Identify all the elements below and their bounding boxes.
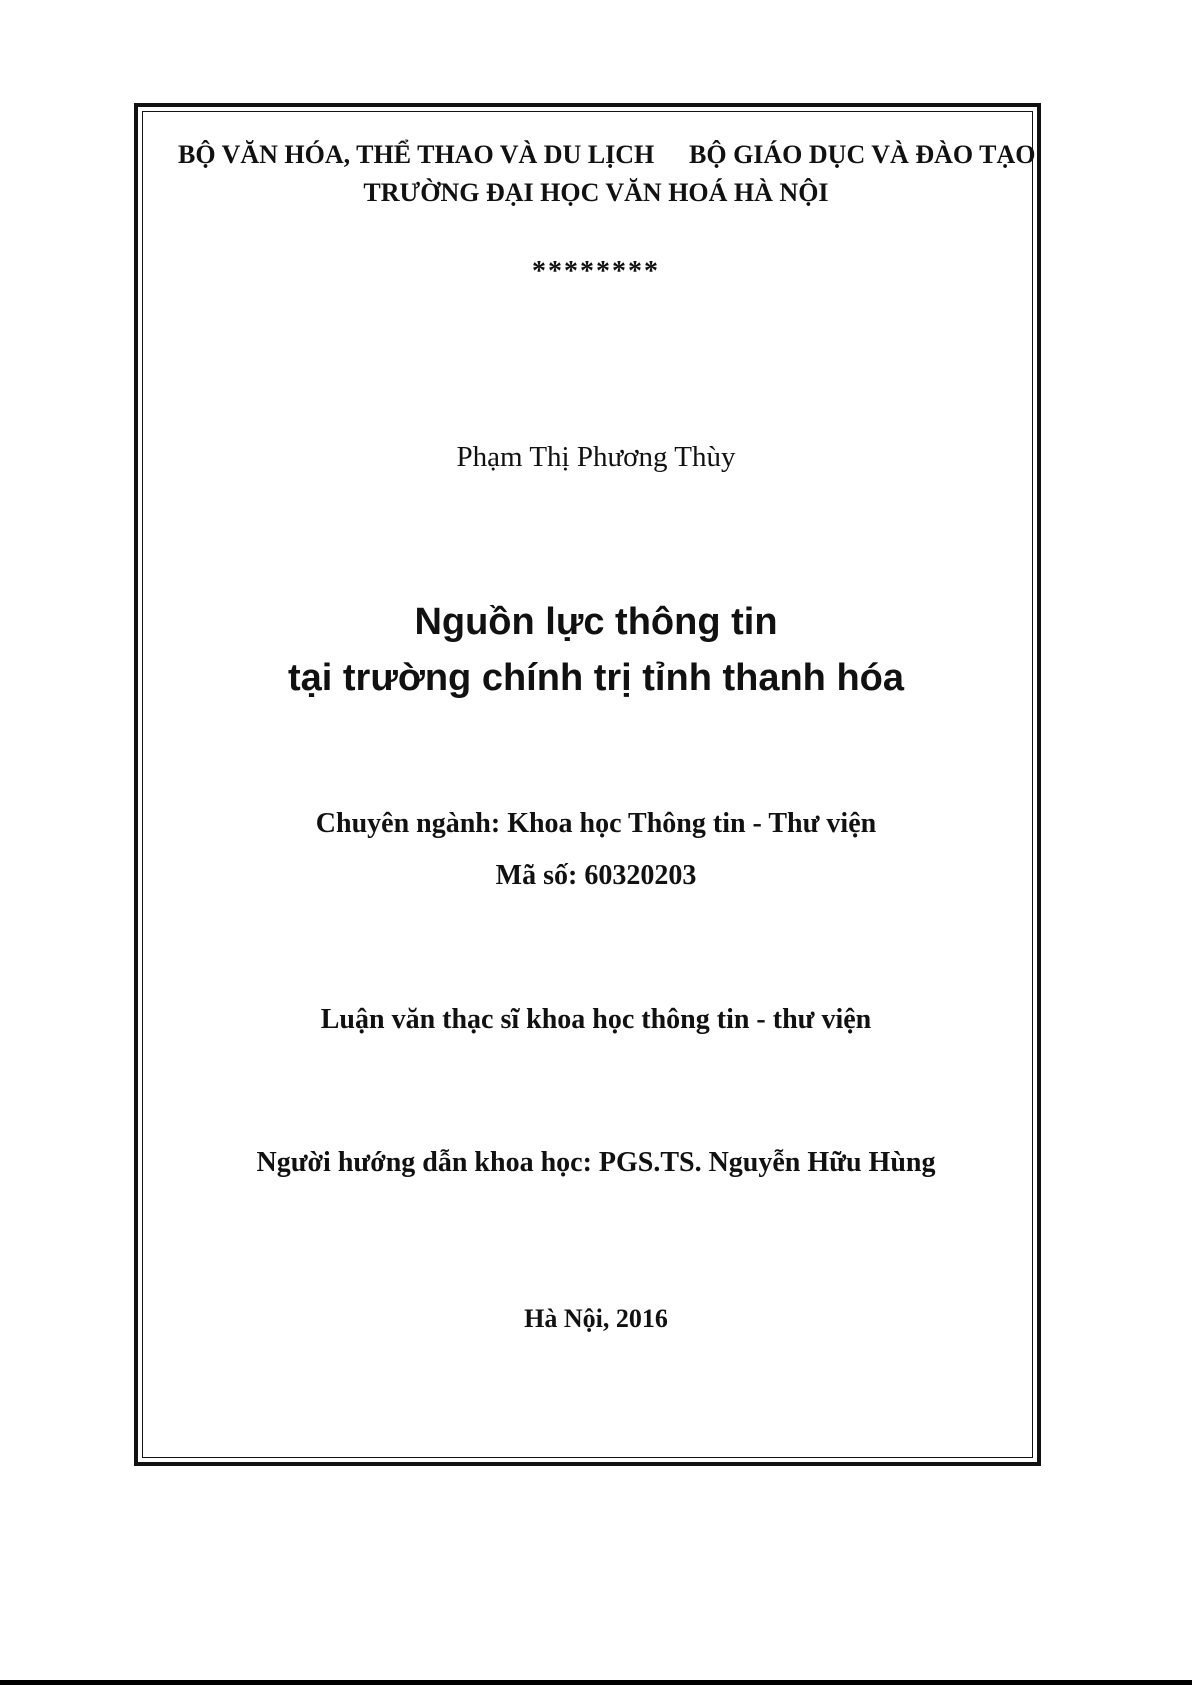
university-name: TRƯỜNG ĐẠI HỌC VĂN HOÁ HÀ NỘI	[363, 178, 829, 207]
bottom-edge-rule	[0, 1680, 1192, 1685]
ministry-education: BỘ GIÁO DỤC VÀ ĐÀO TẠO	[689, 140, 1036, 169]
advisor: Người hướng dẫn khoa học: PGS.TS. Nguyễn Hữu Hùng	[256, 1147, 936, 1178]
thesis-title-line-2: tại trường chính trị tỉnh thanh hóa	[287, 657, 905, 699]
separator-stars: ********	[532, 256, 660, 287]
major-code: Mã số: 60320203	[495, 860, 697, 891]
page-border-inner	[142, 111, 1036, 1458]
thesis-title-line-1: Nguồn lực thông tin	[414, 601, 778, 643]
place-year: Hà Nội, 2016	[524, 1304, 668, 1333]
thesis-type: Luận văn thạc sĩ khoa học thông tin - thư viện	[320, 1004, 872, 1035]
major-field: Chuyên ngành: Khoa học Thông tin - Thư viện	[315, 808, 877, 839]
author-name: Phạm Thị Phương Thùy	[456, 441, 736, 473]
ministry-culture: BỘ VĂN HÓA, THỂ THAO VÀ DU LỊCH	[178, 140, 655, 169]
